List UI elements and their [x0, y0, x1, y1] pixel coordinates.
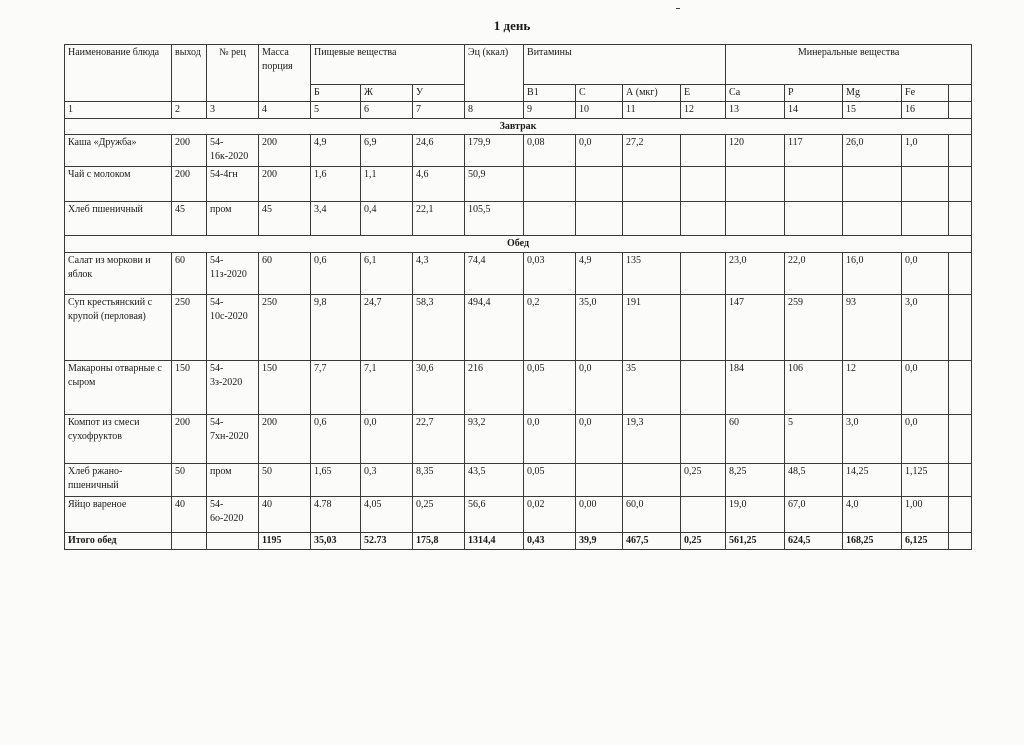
- table-cell: 16,0: [843, 253, 902, 295]
- table-cell: 4.78: [311, 497, 361, 533]
- table-cell: 54-16к-2020: [207, 135, 259, 167]
- table-cell: [576, 463, 623, 497]
- table-cell: 54-7хн-2020: [207, 415, 259, 463]
- table-cell: 14,25: [843, 463, 902, 497]
- table-cell: 93: [843, 295, 902, 360]
- table-cell: 0,6: [311, 253, 361, 295]
- table-cell: 200: [172, 167, 207, 202]
- table-cell: [949, 201, 972, 236]
- table-cell: [681, 135, 726, 167]
- table-cell: [576, 201, 623, 236]
- table-cell: 191: [623, 295, 681, 360]
- table-cell: 0,0: [576, 360, 623, 415]
- table-cell: [949, 533, 972, 550]
- table-cell: 54-11з-2020: [207, 253, 259, 295]
- subheader-cell: А (мкг): [623, 84, 681, 101]
- table-cell: 39,9: [576, 533, 623, 550]
- table-cell: 0,6: [311, 415, 361, 463]
- table-cell: 3,0: [843, 415, 902, 463]
- column-number: 12: [681, 101, 726, 118]
- table-cell: 561,25: [726, 533, 785, 550]
- table-cell: [843, 167, 902, 202]
- table-cell: 250: [259, 295, 311, 360]
- column-number: 9: [524, 101, 576, 118]
- table-cell: 22,0: [785, 253, 843, 295]
- table-cell: 200: [172, 135, 207, 167]
- table-cell: [172, 533, 207, 550]
- table-cell: 52.73: [361, 533, 413, 550]
- table-cell: 1,1: [361, 167, 413, 202]
- table-cell: [681, 201, 726, 236]
- table-cell: 0,00: [576, 497, 623, 533]
- table-cell: [949, 135, 972, 167]
- table-cell: 0,08: [524, 135, 576, 167]
- table-cell: 0,0: [902, 360, 949, 415]
- column-number: 8: [465, 101, 524, 118]
- table-cell: 216: [465, 360, 524, 415]
- table-cell: 40: [172, 497, 207, 533]
- table-cell: 117: [785, 135, 843, 167]
- table-cell: [681, 497, 726, 533]
- table-cell: [681, 415, 726, 463]
- table-cell: 0,0: [902, 415, 949, 463]
- table-cell: 200: [259, 415, 311, 463]
- table-cell: 200: [259, 167, 311, 202]
- table-cell: 24,7: [361, 295, 413, 360]
- table-cell: 0,4: [361, 201, 413, 236]
- table-cell: 50,9: [465, 167, 524, 202]
- table-cell: 35,0: [576, 295, 623, 360]
- table-cell: 54-4гн: [207, 167, 259, 202]
- table-cell: 9,8: [311, 295, 361, 360]
- table-cell: 1,65: [311, 463, 361, 497]
- dish-name-cell: Суп крестьянский с крупой (перловая): [65, 295, 172, 360]
- subheader-cell: [949, 84, 972, 101]
- dish-name-cell: Яйцо вареное: [65, 497, 172, 533]
- table-cell: 8,35: [413, 463, 465, 497]
- column-number: 13: [726, 101, 785, 118]
- table-cell: [902, 201, 949, 236]
- table-cell: 0,25: [413, 497, 465, 533]
- table-cell: 40: [259, 497, 311, 533]
- table-cell: 30,6: [413, 360, 465, 415]
- table-cell: [576, 167, 623, 202]
- table-row: [65, 295, 972, 360]
- table-cell: [726, 167, 785, 202]
- header-minerals: Минеральные вещества: [726, 45, 972, 85]
- table-cell: 54-10с-2020: [207, 295, 259, 360]
- table-cell: 35,03: [311, 533, 361, 550]
- table-cell: 105,5: [465, 201, 524, 236]
- table-cell: 54-6о-2020: [207, 497, 259, 533]
- table-cell: 67,0: [785, 497, 843, 533]
- table-cell: 467,5: [623, 533, 681, 550]
- table-cell: 1195: [259, 533, 311, 550]
- table-cell: 259: [785, 295, 843, 360]
- table-cell: 60: [172, 253, 207, 295]
- table-cell: 250: [172, 295, 207, 360]
- table-cell: 50: [259, 463, 311, 497]
- table-cell: 200: [259, 135, 311, 167]
- table-cell: 120: [726, 135, 785, 167]
- table-row: [65, 167, 972, 202]
- table-cell: 179,9: [465, 135, 524, 167]
- table-cell: 200: [172, 415, 207, 463]
- table-cell: 3,4: [311, 201, 361, 236]
- column-number-row: [65, 101, 972, 118]
- table-cell: 50: [172, 463, 207, 497]
- column-number: 7: [413, 101, 465, 118]
- table-cell: 4,9: [311, 135, 361, 167]
- table-cell: 1,00: [902, 497, 949, 533]
- table-cell: [949, 463, 972, 497]
- table-cell: 0,0: [524, 415, 576, 463]
- table-row: [65, 463, 972, 497]
- table-cell: 150: [259, 360, 311, 415]
- table-cell: 4,05: [361, 497, 413, 533]
- table-cell: 93,2: [465, 415, 524, 463]
- subheader-cell: B1: [524, 84, 576, 101]
- table-cell: [681, 253, 726, 295]
- table-cell: 0,3: [361, 463, 413, 497]
- table-cell: 106: [785, 360, 843, 415]
- column-number: 6: [361, 101, 413, 118]
- table-cell: [726, 201, 785, 236]
- header-nutrients: Пищевые вещества: [311, 45, 465, 85]
- table-cell: 23,0: [726, 253, 785, 295]
- table-cell: 6,125: [902, 533, 949, 550]
- table-cell: [785, 167, 843, 202]
- table-cell: 168,25: [843, 533, 902, 550]
- total-row: [65, 533, 972, 550]
- table-row: [65, 360, 972, 415]
- header-recipe: № рец: [207, 45, 259, 102]
- table-cell: 45: [259, 201, 311, 236]
- table-cell: [949, 415, 972, 463]
- table-cell: 7,7: [311, 360, 361, 415]
- dish-name-cell: Салат из моркови и яблок: [65, 253, 172, 295]
- table-cell: 45: [172, 201, 207, 236]
- table-row: [65, 497, 972, 533]
- table-cell: 0,05: [524, 360, 576, 415]
- table-cell: 175,8: [413, 533, 465, 550]
- table-cell: 4,6: [413, 167, 465, 202]
- table-cell: [681, 360, 726, 415]
- table-cell: 0,43: [524, 533, 576, 550]
- header-output: выход: [172, 45, 207, 102]
- table-cell: 3,0: [902, 295, 949, 360]
- table-cell: 6,1: [361, 253, 413, 295]
- header-energy: Эц (ккал): [465, 45, 524, 102]
- table-cell: 5: [785, 415, 843, 463]
- table-cell: 58,3: [413, 295, 465, 360]
- table-cell: [949, 253, 972, 295]
- column-number: 10: [576, 101, 623, 118]
- table-cell: 74,4: [465, 253, 524, 295]
- page-title: 1 день: [493, 18, 531, 33]
- table-cell: 494,4: [465, 295, 524, 360]
- section-title: Обед: [65, 236, 972, 253]
- table-cell: 35: [623, 360, 681, 415]
- table-cell: 43,5: [465, 463, 524, 497]
- table-cell: 0,05: [524, 463, 576, 497]
- table-cell: 60: [259, 253, 311, 295]
- subheader-cell: Fe: [902, 84, 949, 101]
- dish-name-cell: Хлеб ржано-пшеничный: [65, 463, 172, 497]
- table-row: [65, 135, 972, 167]
- dish-name-cell: Итого обед: [65, 533, 172, 550]
- table-cell: пром: [207, 201, 259, 236]
- subheader-cell: Е: [681, 84, 726, 101]
- table-cell: [949, 497, 972, 533]
- header-mass: Масса порция: [259, 45, 311, 102]
- subheader-cell: Б: [311, 84, 361, 101]
- table-cell: 56,6: [465, 497, 524, 533]
- table-cell: [843, 201, 902, 236]
- table-cell: [785, 201, 843, 236]
- table-cell: 0,0: [902, 253, 949, 295]
- table-cell: 7,1: [361, 360, 413, 415]
- table-cell: 147: [726, 295, 785, 360]
- column-number: 15: [843, 101, 902, 118]
- column-number: 14: [785, 101, 843, 118]
- header-row: [65, 45, 972, 85]
- dish-name-cell: Каша «Дружба»: [65, 135, 172, 167]
- table-cell: 0,02: [524, 497, 576, 533]
- table-cell: 19,0: [726, 497, 785, 533]
- table-row: [65, 253, 972, 295]
- table-cell: 1,125: [902, 463, 949, 497]
- table-cell: 0,25: [681, 463, 726, 497]
- table-cell: 0,0: [576, 135, 623, 167]
- table-cell: 26,0: [843, 135, 902, 167]
- section-header-row: [65, 236, 972, 253]
- subheader-cell: Р: [785, 84, 843, 101]
- table-cell: 12: [843, 360, 902, 415]
- header-name: Наименование блюда: [65, 45, 172, 102]
- table-cell: 1,0: [902, 135, 949, 167]
- table-cell: [681, 167, 726, 202]
- column-number: 3: [207, 101, 259, 118]
- column-number: 16: [902, 101, 949, 118]
- menu-table: [64, 44, 972, 550]
- column-number: 5: [311, 101, 361, 118]
- subheader-cell: C: [576, 84, 623, 101]
- table-cell: [623, 463, 681, 497]
- column-number: 2: [172, 101, 207, 118]
- table-cell: 22,1: [413, 201, 465, 236]
- table-row: [65, 415, 972, 463]
- dish-name-cell: Макароны отварные с сыром: [65, 360, 172, 415]
- dish-name-cell: Чай с молоком: [65, 167, 172, 202]
- table-cell: 8,25: [726, 463, 785, 497]
- scan-mark: [676, 8, 680, 9]
- table-cell: 0,2: [524, 295, 576, 360]
- table-cell: [949, 360, 972, 415]
- table-cell: 0,03: [524, 253, 576, 295]
- table-cell: 4,0: [843, 497, 902, 533]
- dish-name-cell: Хлеб пшеничный: [65, 201, 172, 236]
- table-cell: [949, 295, 972, 360]
- table-cell: 1,6: [311, 167, 361, 202]
- column-number: 4: [259, 101, 311, 118]
- table-cell: 624,5: [785, 533, 843, 550]
- table-cell: 54-3з-2020: [207, 360, 259, 415]
- table-cell: 60,0: [623, 497, 681, 533]
- column-number: 1: [65, 101, 172, 118]
- table-cell: 1314,4: [465, 533, 524, 550]
- subheader-cell: Mg: [843, 84, 902, 101]
- table-cell: 60: [726, 415, 785, 463]
- subheader-cell: Ж: [361, 84, 413, 101]
- table-cell: [524, 167, 576, 202]
- table-row: [65, 201, 972, 236]
- table-cell: [949, 167, 972, 202]
- table-cell: 6,9: [361, 135, 413, 167]
- header-vitamins: Витамины: [524, 45, 726, 85]
- table-cell: [207, 533, 259, 550]
- table-cell: [902, 167, 949, 202]
- table-cell: 22,7: [413, 415, 465, 463]
- dish-name-cell: Компот из смеси сухофруктов: [65, 415, 172, 463]
- subheader-cell: У: [413, 84, 465, 101]
- table-cell: 27,2: [623, 135, 681, 167]
- table-cell: 150: [172, 360, 207, 415]
- table-cell: 24,6: [413, 135, 465, 167]
- table-cell: 135: [623, 253, 681, 295]
- table-cell: 0,0: [576, 415, 623, 463]
- table-cell: 0,0: [361, 415, 413, 463]
- section-header-row: [65, 118, 972, 135]
- section-title: Завтрак: [65, 118, 972, 135]
- table-cell: 4,9: [576, 253, 623, 295]
- table-cell: 4,3: [413, 253, 465, 295]
- table-cell: [623, 167, 681, 202]
- table-cell: 48,5: [785, 463, 843, 497]
- table-cell: 0,25: [681, 533, 726, 550]
- table-cell: 184: [726, 360, 785, 415]
- table-cell: пром: [207, 463, 259, 497]
- table-cell: 19,3: [623, 415, 681, 463]
- column-number: [949, 101, 972, 118]
- table-cell: [623, 201, 681, 236]
- table-cell: [681, 295, 726, 360]
- subheader-cell: Са: [726, 84, 785, 101]
- table-cell: [524, 201, 576, 236]
- column-number: 11: [623, 101, 681, 118]
